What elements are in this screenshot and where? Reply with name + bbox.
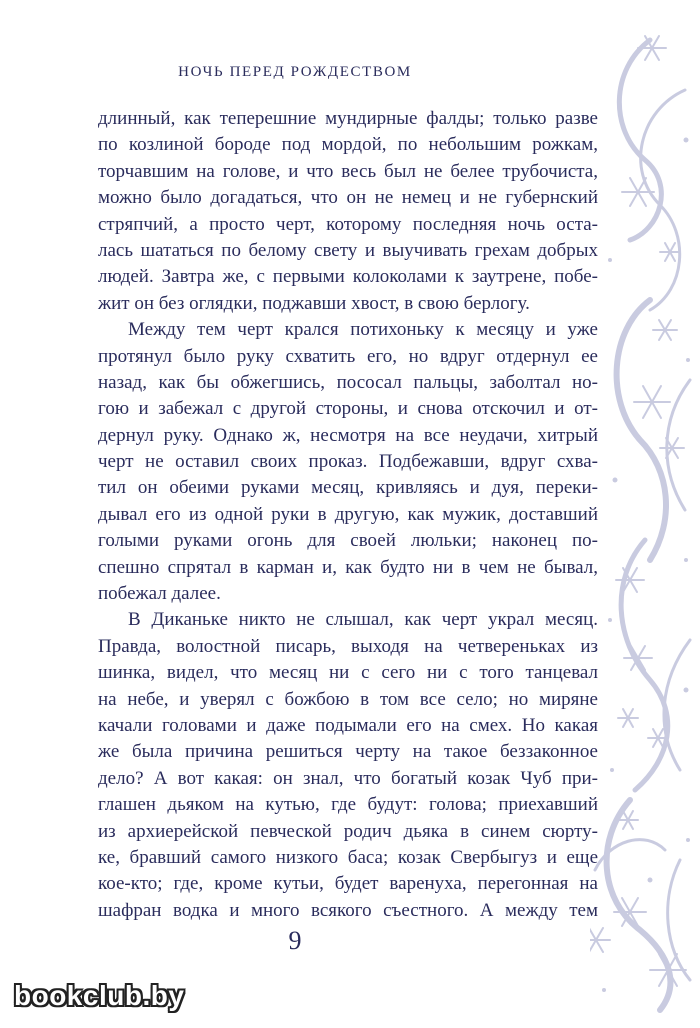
text-line: стряпчий, а просто черт, которому последняя ночь оста- [98, 213, 598, 235]
text-line: дело? А вот какая: он знал, что богатый козак Чуб при- [98, 767, 598, 789]
text-line: спешно спрятал в карман и, как будто ни в чем не бывал, [98, 556, 598, 578]
text-line: на небе, и уверял с божбою в том все село; но миряне [98, 688, 598, 710]
text-line: длинный, как теперешние мундирные фалды; только разве [98, 108, 598, 129]
text-line: можно было догадаться, что он не немец и не губернский [98, 187, 598, 209]
text-line: назад, как бы обжегшись, пососал пальцы, заболтал но- [98, 371, 598, 393]
text-line: побежал далее. [98, 583, 221, 605]
text-line: черт не оставил своих проказ. Подбежавши, вдруг схва- [98, 451, 598, 473]
text-line: по козлиной бороде под мордой, по небольшим рожкам, [98, 134, 598, 156]
text-line: из архиерейской певческой родич дьяка в синем сюрту- [98, 820, 598, 842]
text-line: гою и забежал с другой стороны, и снова отскочил и от- [98, 398, 598, 420]
text-line: же была причина решиться черту на такое беззаконное [98, 741, 598, 763]
text-line: кое-кто; где, кроме кутьи, будет варенуха, перегонная на [98, 873, 598, 895]
text-line: людей. Завтра же, с первыми колоколами к заутрене, побе- [98, 266, 598, 288]
text-line: тил он обеими руками месяц, кривляясь и дуя, переки- [98, 477, 598, 499]
text-line: качали головами и даже подымали его на смех. Но какая [98, 714, 598, 736]
watermark: bookclub.by [14, 980, 185, 1011]
page-number: 9 [288, 926, 302, 955]
text-line: Между тем черт крался потихоньку к месяцу и уже [128, 319, 598, 341]
text-line: голыми руками огонь для своей люльки; наконец по- [98, 530, 598, 552]
text-line: торчавшим на голове, и что весь был не белее трубочиста, [98, 160, 598, 182]
text-line: ке, бравший самого низкого баса; козак Свербыгуз и еще [98, 846, 598, 868]
snowflake-swirl-ornament-icon [590, 0, 700, 1028]
text-line: жит он без оглядки, поджавши хвост, в свою берлогу. [98, 292, 530, 314]
text-line: дернул руку. Однако ж, несмотря на все неудачи, хитрый [98, 424, 598, 446]
text-line: Правда, волостной писарь, выходя на четвереньках из [98, 635, 598, 657]
text-line: лась шататься по белому свету и выучивать грехам добрых [98, 239, 598, 261]
body-text [98, 106, 598, 924]
text-line: шафран водка и много всякого съестного. А между тем [98, 899, 598, 921]
text-line: шинка, видел, что месяц ни с сего ни с того танцевал [98, 662, 598, 684]
text-line: протянул было руку схватить его, но вдруг отдернул ее [98, 345, 598, 367]
text-line: глашен дьяком на кутью, где будут: голова; приехавший [98, 794, 598, 816]
text-line: В Диканьке никто не слышал, как черт украл месяц. [128, 609, 598, 631]
running-title: НОЧЬ ПЕРЕД РОЖДЕСТВОМ [178, 64, 412, 80]
text-line: дывал его из одной руки в другую, как мужик, доставший [98, 503, 598, 525]
